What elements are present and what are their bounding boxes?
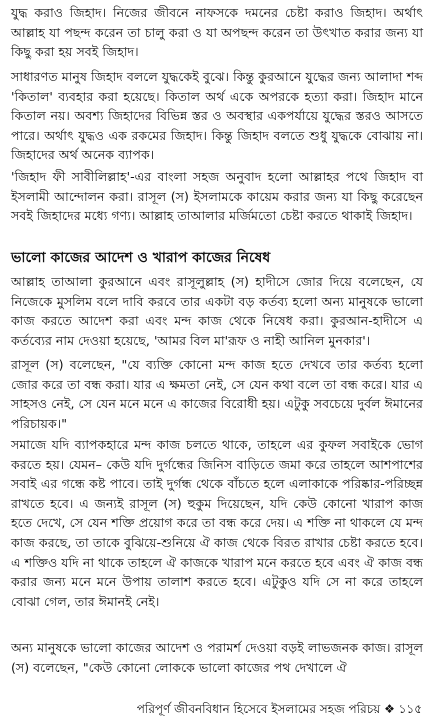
paragraph-jihad-vs-qital: সাধারণত মানুষ জিহাদ বললে যুদ্ধকেই বুঝে। কিন্তু কুরআনে যুদ্ধের জন্য আলাদা শব্দ 'কিতাল' ব্যবহার করা হয়েছে। কিতাল অর্থ একে অপরকে হত্যা করা। জিহাদ মানে কিতাল নয়। অবশ্য জিহাদের বিভিন্ন স্তর ও অবস্থার একপর্যায়ে যুদ্ধের স্তরও আসতে পারে। অর্থাৎ যুদ্ধও এক রকমের জিহাদ। কিন্তু জিহাদ বলতে শুধু যুদ্ধকে বোঝায় না। জিহাদের অর্থ অনেক ব্যাপক। [11,69,423,163]
section-heading: ভালো কাজের আদেশ ও খারাপ কাজের নিষেধ [11,250,271,266]
paragraph-jihad-definition: যুদ্ধ করাও জিহাদ। নিজের জীবনে নাফসকে দমনের চেষ্টা করাও জিহাদ। অর্থাৎ আল্লাহ যা পছন্দ করেন তা চালু করা ও যা অপছন্দ করেন তা উৎখাত করার জন্য যা কিছু করা হয় সবই জিহাদ। [11,5,423,60]
paragraph-amr-bil-maruf: আল্লাহ তাআলা কুরআনে এবং রাসূলুল্লাহ (স) হাদীসে জোর দিয়ে বলেছেন, যে নিজেকে মুসলিম বলে দাবি করবে তার একটা বড় কর্তব্য হলো অন্য মানুষকে ভালো কাজ করতে আদেশ করা এবং মন্দ কাজ থেকে নিষেধ করা। কুরআন-হাদীসে এ কর্তব্যের নাম দেওয়া হয়েছে, 'আমর বিল মা'রূফ ও নাহী আনিল মুনকার'। [11,274,423,348]
page-footer: পরিপূর্ণ জীবনবিধান হিসেবে ইসলামের সহজ পরিচয় ❖ ১১৫ [136,702,422,716]
paragraph-good-deeds: অন্য মানুষকে ভালো কাজের আদেশ ও পরামর্শ দেওয়া বড়ই লাভজনক কাজ। রাসূল (স) বলেছেন, "কেউ কোনো লোককে ভালো কাজের পথ দেখালে ঐ [11,640,423,675]
paragraph-jihad-fi-sabilillah: 'জিহাদ ফী সাবীলিল্লাহ'-এর বাংলা সহজ অনুবাদ হলো আল্লাহর পথে জিহাদ বা ইসলামী আন্দোলন করা। রাসূল (স) ইসলামকে কায়েম করার জন্য যা কিছু করেছেন সবই জিহাদের মধ্যে গণ্য। আল্লাহ তাআলার মর্জিমতো চেষ্টা করতে থাকাই জিহাদ। [11,169,423,224]
paragraph-society-evil: সমাজে যদি ব্যাপকহারে মন্দ কাজ চলতে থাকে, তাহলে এর কুফল সবাইকে ভোগ করতে হয়। যেমন– কেউ যদি দুর্গন্ধের জিনিস বাড়িতে জমা করে তাহলে আশপাশের সবাই এর গন্ধে কষ্ট পাবে। তাই দুর্গন্ধ থেকে বাঁচতে হলে এলাকাকে পরিষ্কার-পরিচ্ছন্ন রাখতে হবে। এ জন্যই রাসূল (স) হুকুম দিয়েছেন, যদি কেউ কোনো খারাপ কাজ হতে দেখে, সে যেন শক্তি প্রয়োগ করে তা বন্ধ করে দেয়। এ শক্তি না থাকলে যে মন্দ কাজ করছে, তা তাকে বুঝিয়ে-শুনিয়ে ঐ কাজ থেকে বিরত রাখার চেষ্টা করতে হবে। এ শক্তিও যদি না থাকে তাহলে ঐ কাজকে খারাপ মনে করতে হবে এবং ঐ কাজ বন্ধ করার জন্য মনে মনে উপায় তালাশ করতে হবে। এটুকুও যদি সে না করে তাহলে বোঝা গেল, তার ঈমানই নেই। [11,437,423,609]
paragraph-hadith-quote: রাসূল (স) বলেছেন, "যে ব্যক্তি কোনো মন্দ কাজ হতে দেখবে তার কর্তব্য হলো জোর করে তা বন্ধ করা। যার এ ক্ষমতা নেই, সে যেন কথা বলে তা বন্ধ করে। যার এ সাহসও নেই, সে যেন মনে মনে এ কাজের বিরোধী হয়। এটুকু সবচেয়ে দুর্বল ঈমানের পরিচায়ক।" [11,357,423,431]
